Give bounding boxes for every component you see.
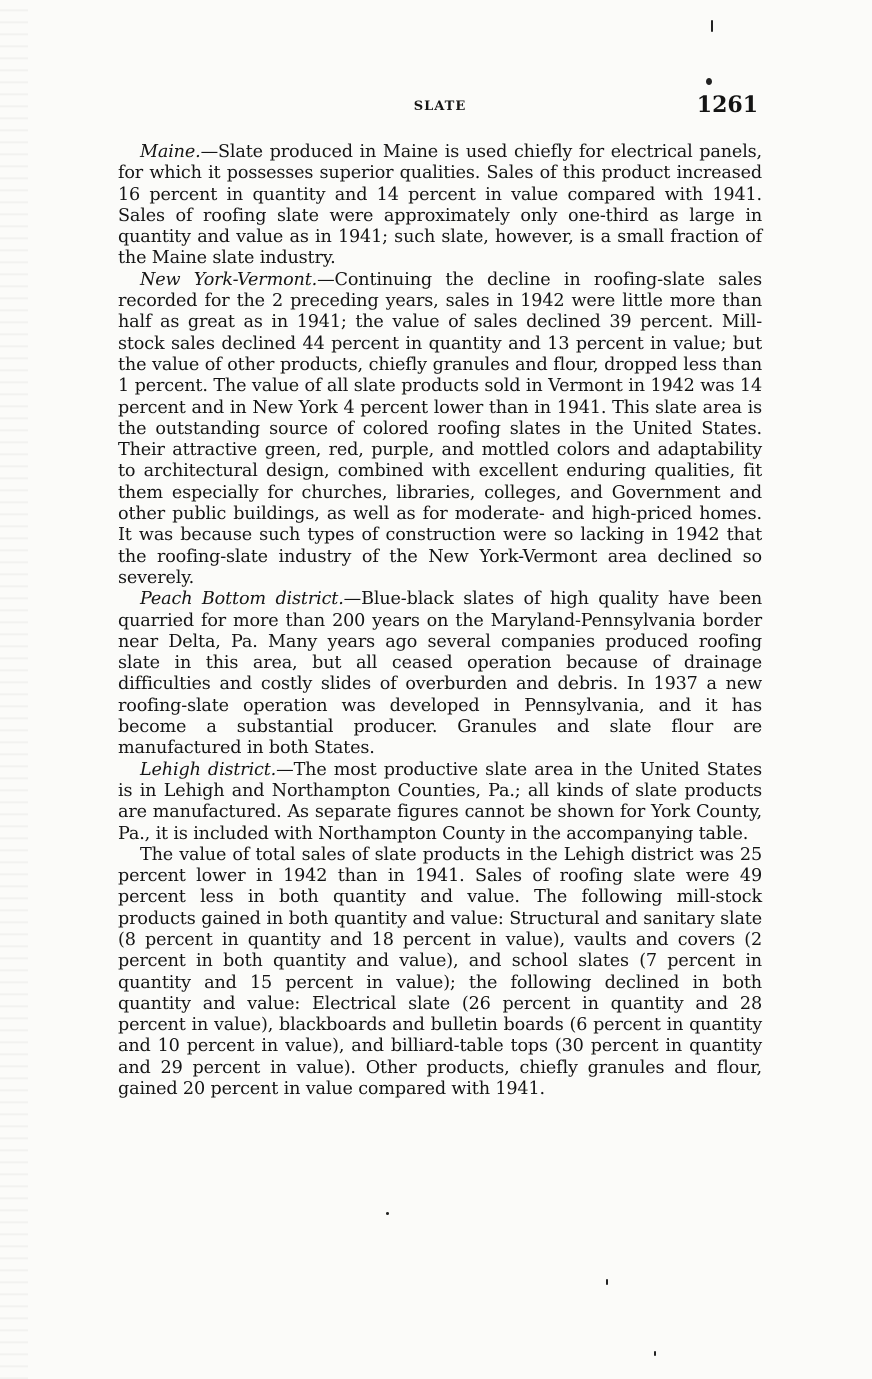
scan-speck — [386, 1212, 389, 1215]
section-lead-new-york-vermont: New York-Vermont. — [140, 269, 318, 290]
body-text — [118, 142, 762, 1100]
paragraph-text: —Continuing the decline in roofing-slate sales recorded for the 2 preceding years, sales in 1942 were little more than half as great as in 1941; the value of sales declined 39 percent. Mill-stock sales declined 44 percent in quantity and 13 percent in value; but the value of other products, chiefly granules and flour, dropped less than 1 percent. The value of all slate products sold in Vermont in 1942 was 14 percent and in New York 4 percent lower than in 1941. This slate area is the outstanding source of colored roofing slates in the United States. Their attractive green, red, purple, and mottled colors and adaptability to architectural design, combined with excellent enduring qualities, fit them especially for churches, libraries, colleges, and Government and other public buildings, as well as for moderate- and high-priced homes. It was because such types of construction were so lacking in 1942 that the roofing-slate industry of the New York-Vermont area declined so severely. — [118, 269, 762, 588]
scan-edge-noise — [0, 0, 28, 1379]
paragraph-text: —The most productive slate area in the United States is in Lehigh and Northampton Counties, Pa.; all kinds of slate products are manufactured. As separate figures cannot be shown for York County, Pa., it is included with Northampton County in the accompanying table. — [118, 759, 762, 844]
paragraph-text: —Blue-black slates of high quality have been quarried for more than 200 years on the Maryland-Pennsylvania border near Delta, Pa. Many years ago several companies produced roofing slate in this area, but all ceased operation because of drainage difficulties and costly slides of overburden and debris. In 1937 a new roofing-slate operation was developed in Pennsylvania, and it has become a substantial producer. Granules and slate flour are manufactured in both States. — [118, 589, 762, 759]
paragraph-maine — [118, 142, 762, 270]
paragraph-text: —Slate produced in Maine is used chiefly for electrical panels, for which it possesses superior qualities. Sales of this product increased 16 percent in quantity and 14 percent in value compared with 1941. Sales of roofing slate were approximately only one-third as large in quantity and value as in 1941; such slate, however, is a small fraction of the Maine slate industry. — [118, 142, 762, 269]
running-header — [118, 92, 762, 122]
section-lead-maine: Maine. — [140, 142, 201, 162]
section-lead-peach-bottom: Peach Bottom district. — [140, 589, 344, 610]
paragraph-lehigh — [118, 760, 762, 845]
scan-speck — [654, 1351, 656, 1356]
paragraph-new-york-vermont — [118, 270, 762, 589]
page-number: 1261 — [696, 92, 758, 118]
paragraph-peach-bottom — [118, 589, 762, 759]
scan-speck — [606, 1279, 608, 1285]
scan-speck — [706, 78, 712, 85]
running-title: SLATE — [413, 99, 467, 114]
scan-speck — [711, 20, 713, 32]
paragraph-text: The value of total sales of slate products in the Lehigh district was 25 percent lower in 1942 than in 1941. Sales of roofing slate were 49 percent less in both quantity and value. The following mill-stock products gained in both quantity and value: Structural and sanitary slate (8 percent in quantity and 18 percent in value), vaults and covers (2 percent in both quantity and value), and school slates (7 percent in quantity and 15 percent in value); the following declined in both quantity and value: Electrical slate (26 percent in quantity and 28 percent in value), blackboards and bulletin boards (6 percent in quantity and 10 percent in value), and billiard-table tops (30 percent in quantity and 29 percent in value). Other products, chiefly granules and flour, gained 20 percent in value compared with 1941. — [118, 844, 762, 1100]
section-lead-lehigh: Lehigh district. — [140, 759, 277, 780]
paragraph-lehigh-sales — [118, 845, 762, 1101]
